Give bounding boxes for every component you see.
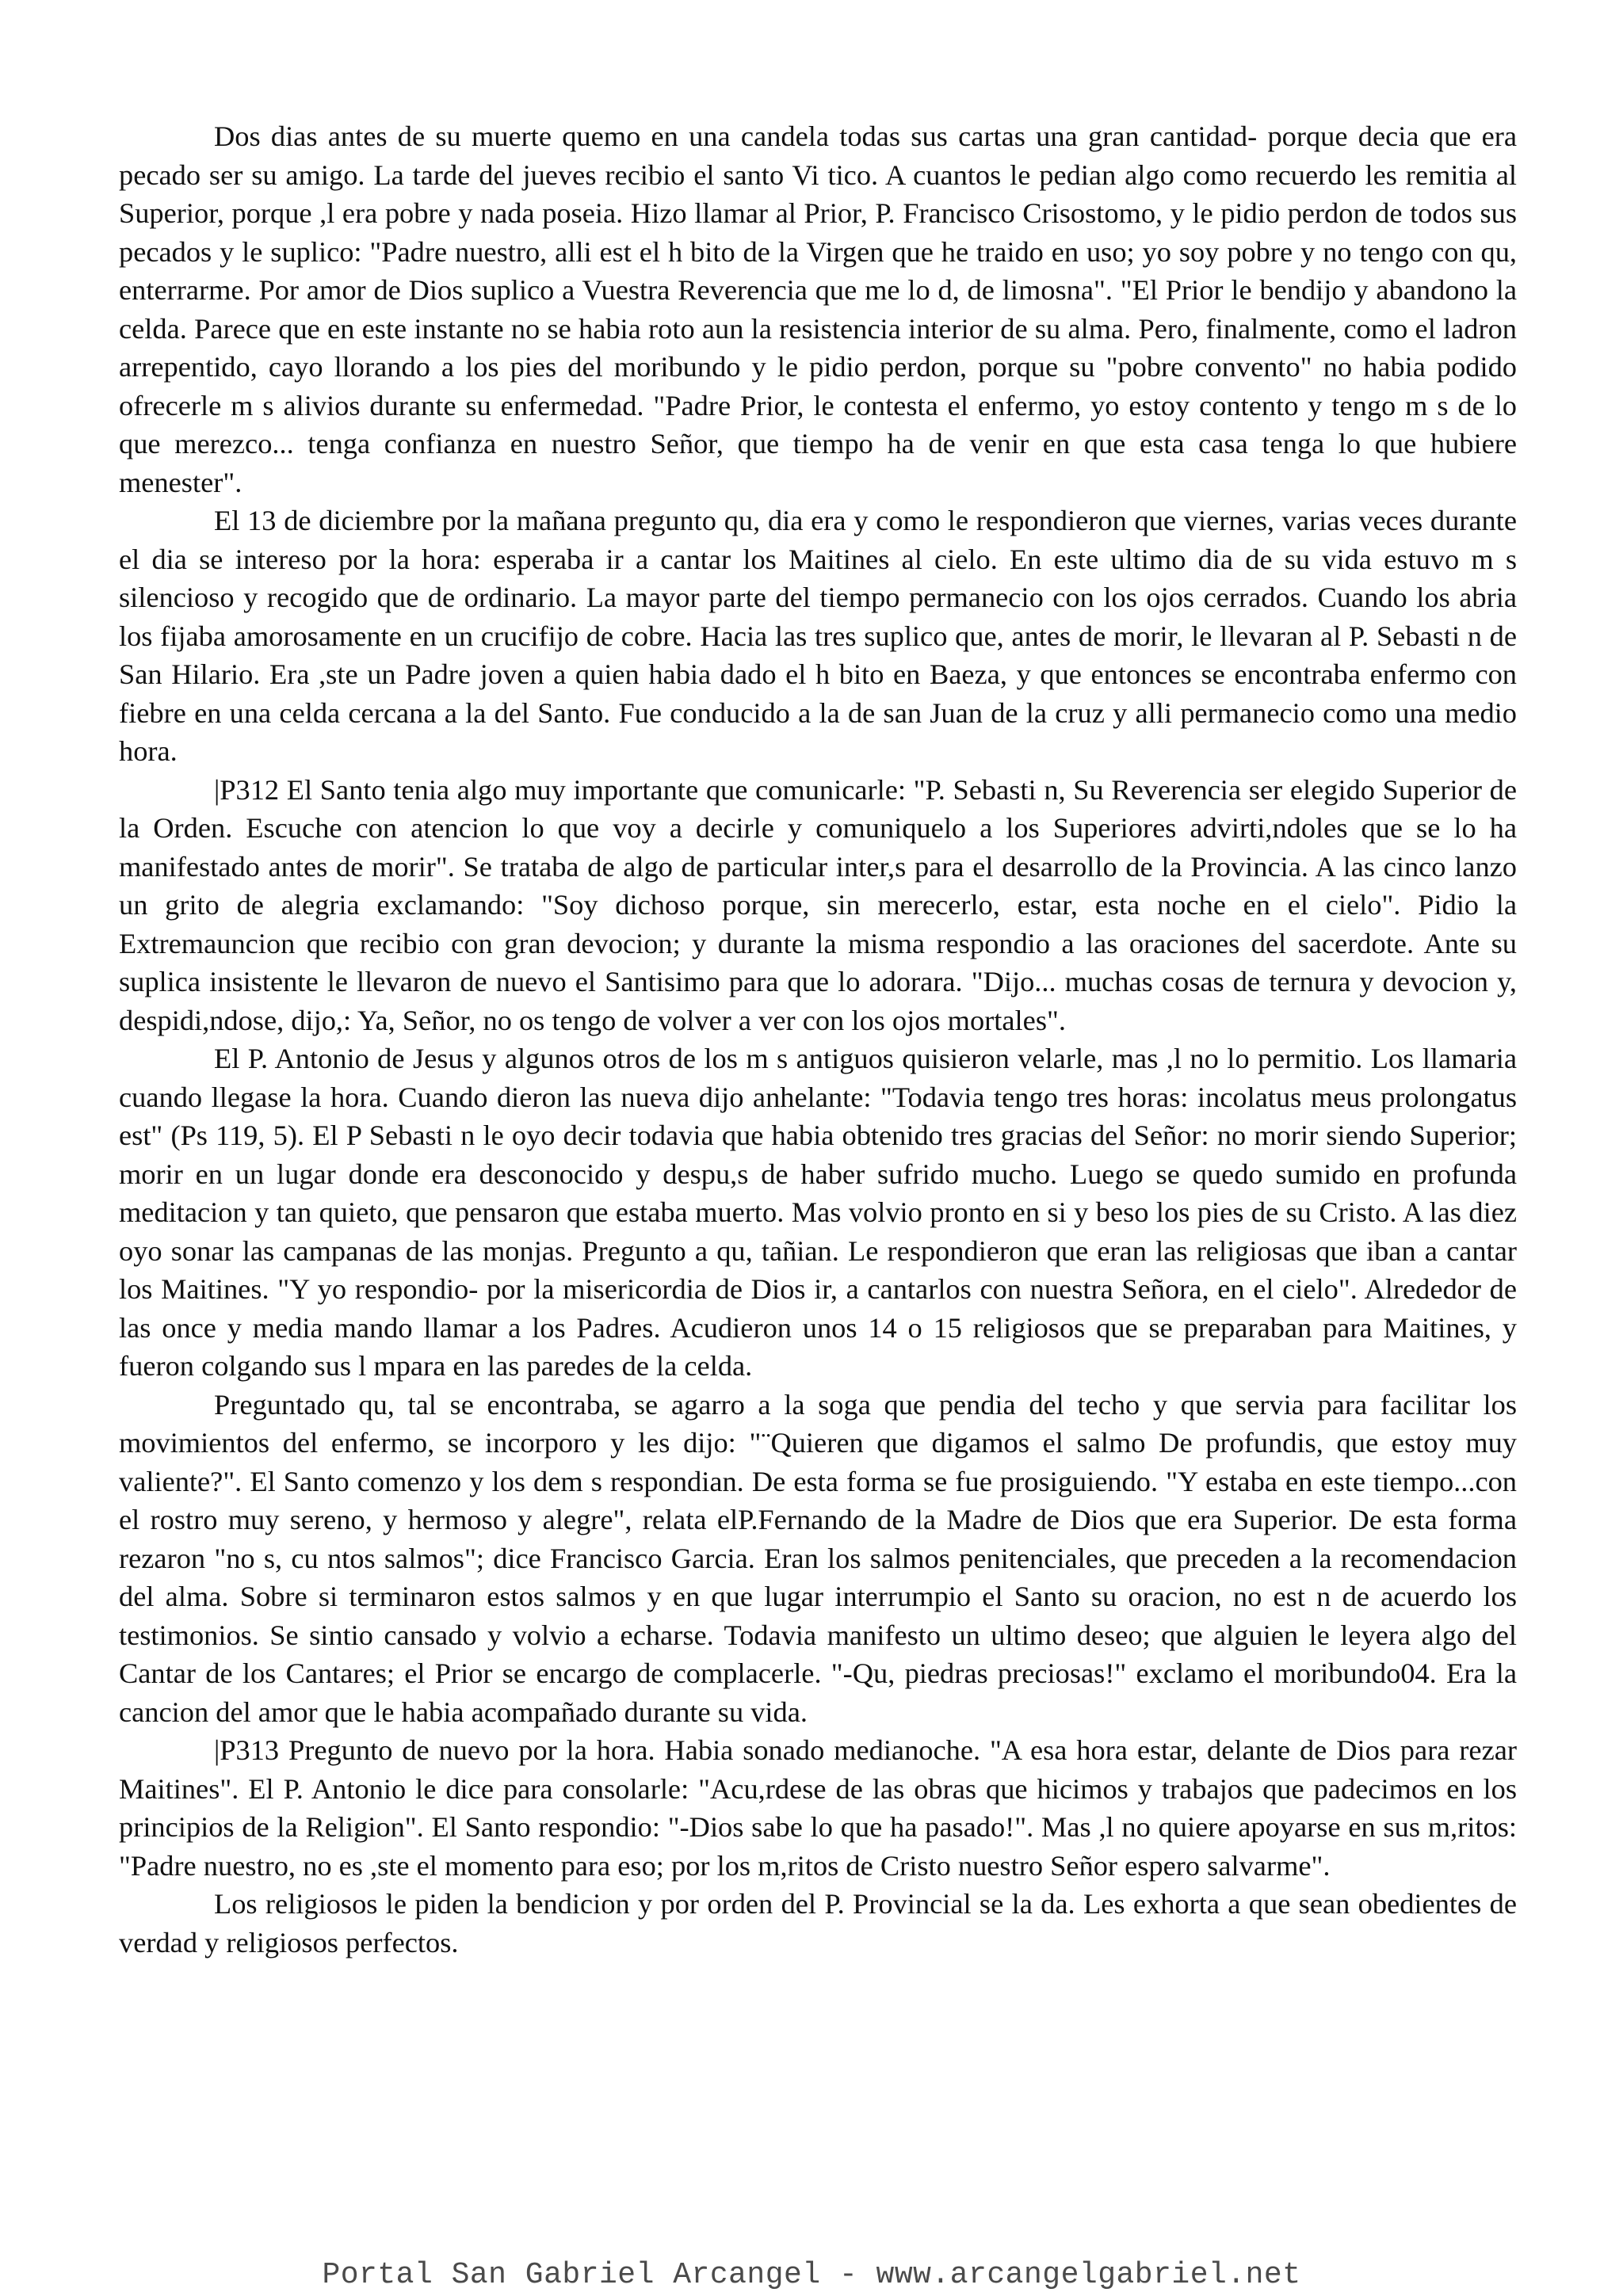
page-footer: Portal San Gabriel Arcangel - www.arcangelgabriel.net (322, 2258, 1301, 2292)
document-body (119, 117, 1517, 1962)
paragraph-5: Preguntado qu, tal se encontraba, se agarro a la soga que pendia del techo y que servia para facilitar los movimientos del enfermo, se incorporo y les dijo: "¨Quieren que digamos el salmo De profundis, que estoy muy valiente?". El Santo comenzo y los dem s respondian. De esta forma se fue prosiguiendo. "Y estaba en este tiempo...con el rostro muy sereno, y hermoso y alegre", relata elP.Fernando de la Madre de Dios que era Superior. De esta forma rezaron "no s, cu ntos salmos"; dice Francisco Garcia. Eran los salmos penitenciales, que preceden a la recomendacion del alma. Sobre si terminaron estos salmos y en que lugar interrumpio el Santo su oracion, no est n de acuerdo los testimonios. Se sintio cansado y volvio a echarse. Todavia manifesto un ultimo deseo; que alguien le leyera algo del Cantar de los Cantares; el Prior se encargo de complacerle. "-Qu, piedras preciosas!" exclamo el moribundo04. Era la cancion del amor que le habia acompañado durante su vida. (119, 1388, 1517, 1728)
paragraph-4: El P. Antonio de Jesus y algunos otros de los m s antiguos quisieron velarle, mas ,l no lo permitio. Los llamaria cuando llegase la hora. Cuando dieron las nueva dijo anhelante: "Todavia tengo tres horas: incolatus meus prolongatus est" (Ps 119, 5). El P Sebasti n le oyo decir todavia que habia obtenido tres gracias del Señor: no morir siendo Superior; morir en un lugar donde era desconocido y despu,s de haber sufrido mucho. Luego se quedo sumido en profunda meditacion y tan quieto, que pensaron que estaba muerto. Mas volvio pronto en si y beso los pies de su Cristo. A las diez oyo sonar las campanas de las monjas. Pregunto a qu, tañian. Le respondieron que eran las religiosas que iban a cantar los Maitines. "Y yo respondio- por la misericordia de Dios ir, a cantarlos con nuestra Señora, en el cielo". Alrededor de las once y media mando llamar a los Padres. Acudieron unos 14 o 15 religiosos que se preparaban para Maitines, y fueron colgando sus l mpara en las paredes de la celda. (119, 1043, 1517, 1382)
paragraph-7: Los religiosos le piden la bendicion y por orden del P. Provincial se la da. Les exhorta a que sean obedientes de verdad y religiosos perfectos. (119, 1888, 1517, 1958)
paragraph-2: El 13 de diciembre por la mañana pregunto qu, dia era y como le respondieron que viernes, varias veces durante el dia se intereso por la hora: esperaba ir a cantar los Maitines al cielo. En este ultimo dia de su vida estuvo m s silencioso y recogido que de ordinario. La mayor parte del tiempo permanecio con los ojos cerrados. Cuando los abria los fijaba amorosamente en un crucifijo de cobre. Hacia las tres suplico que, antes de morir, le llevaran al P. Sebasti n de San Hilario. Era ,ste un Padre joven a quien habia dado el h bito en Baeza, y que entonces se encontraba enfermo con fiebre en una celda cercana a la del Santo. Fue conducido a la de san Juan de la cruz y alli permanecio como una medio hora. (119, 505, 1517, 767)
paragraph-3: |P312 El Santo tenia algo muy importante que comunicarle: "P. Sebasti n, Su Reverencia ser elegido Superior de la Orden. Escuche con atencion lo que voy a decirle y comuniquelo a los Superiores advirti,ndoles que se lo ha manifestado antes de morir". Se trataba de algo de particular inter,s para el desarrollo de la Provincia. A las cinco lanzo un grito de alegria exclamando: "Soy dichoso porque, sin merecerlo, estar, esta noche en el cielo". Pidio la Extremauncion que recibio con gran devocion; y durante la misma respondio a las oraciones del sacerdote. Ante su suplica insistente le llevaron de nuevo el Santisimo para que lo adorara. "Dijo... muchas cosas de ternura y devocion y, despidi,ndose, dijo,: Ya, Señor, no os tengo de volver a ver con los ojos mortales". (119, 773, 1517, 1036)
paragraph-6: |P313 Pregunto de nuevo por la hora. Habia sonado medianoche. "A esa hora estar, delante de Dios para rezar Maitines". El P. Antonio le dice para consolarle: "Acu,rdese de las obras que hicimos y trabajos que padecimos en los principios de la Religion". El Santo respondio: "-Dios sabe lo que ha pasado!". Mas ,l no quiere apoyarse en sus m,ritos: "Padre nuestro, no es ,ste el momento para eso; por los m,ritos de Cristo nuestro Señor espero salvarme". (119, 1734, 1517, 1882)
paragraph-1: Dos dias antes de su muerte quemo en una candela todas sus cartas una gran cantidad- porque decia que era pecado ser su amigo. La tarde del jueves recibio el santo Vi tico. A cuantos le pedian algo como recuerdo les remitia al Superior, porque ,l era pobre y nada poseia. Hizo llamar al Prior, P. Francisco Crisostomo, y le pidio perdon de todos sus pecados y le suplico: "Padre nuestro, alli est el h bito de la Virgen que he traido en uso; yo soy pobre y no tengo con qu, enterrarme. Por amor de Dios suplico a Vuestra Reverencia que me lo d, de limosna". "El Prior le bendijo y abandono la celda. Parece que en este instante no se habia roto aun la resistencia interior de su alma. Pero, finalmente, como el ladron arrepentido, cayo llorando a los pies del moribundo y le pidio perdon, porque su "pobre convento" no habia podido ofrecerle m s alivios durante su enfermedad. "Padre Prior, le contesta el enfermo, yo estoy contento y tengo m s de lo que merezco... tenga confianza en nuestro Señor, que tiempo ha de venir en que esta casa tenga lo que hubiere menester". (119, 120, 1517, 498)
